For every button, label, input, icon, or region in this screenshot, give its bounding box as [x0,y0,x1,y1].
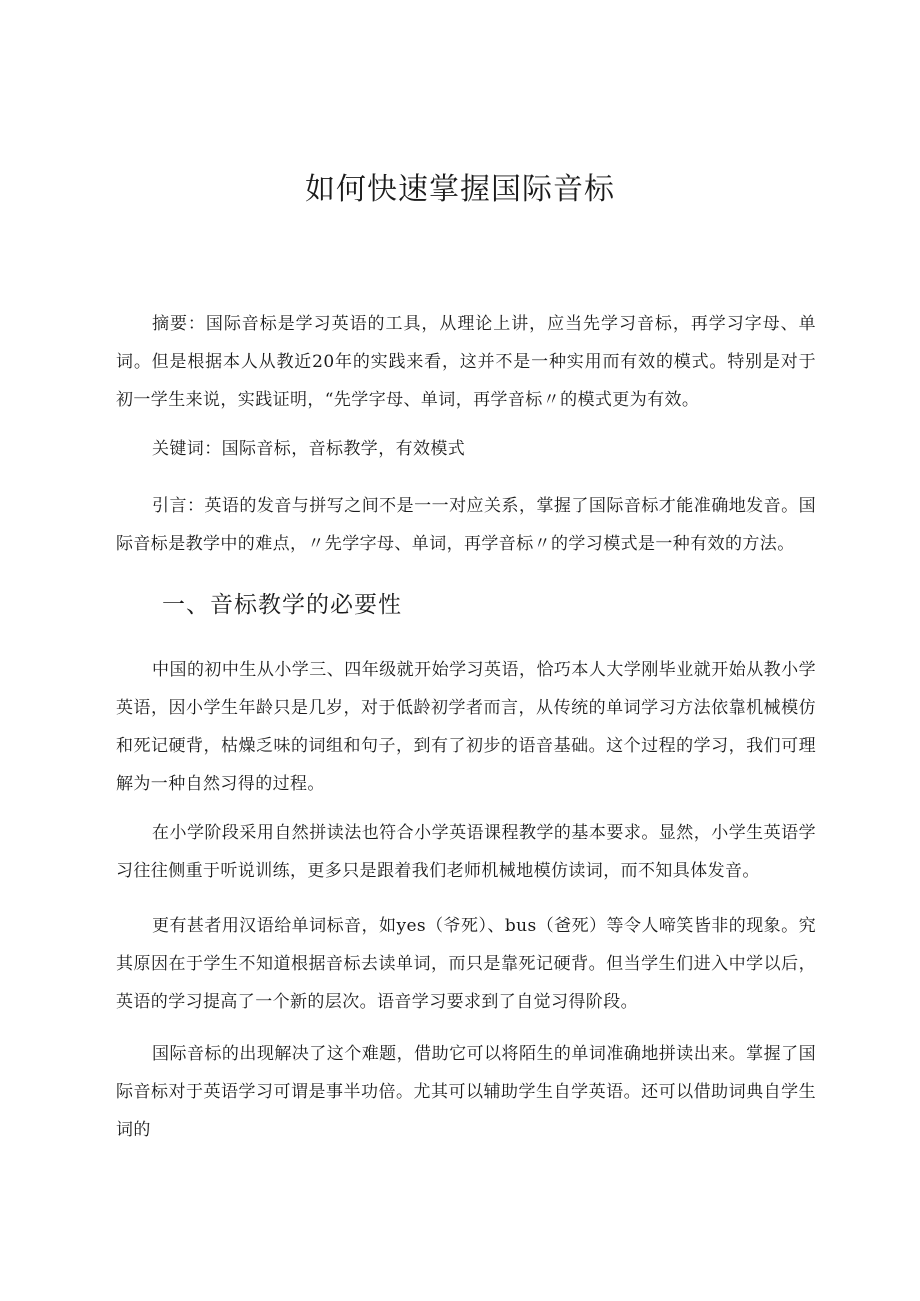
body-paragraph: 中国的初中生从小学三、四年级就开始学习英语，恰巧本人大学刚毕业就开始从教小学英语，因小学生年龄只是几岁，对于低龄初学者而言，从传统的单词学习方法依靠机械模仿和死记硬背，枯燥乏味的词组和句子，到有了初步的语音基础。这个过程的学习，我们可理解为一种自然习得的过程。 [116,660,816,794]
body-paragraph: 在小学阶段采用自然拼读法也符合小学英语课程教学的基本要求。显然，小学生英语学习往往侧重于听说训练，更多只是跟着我们老师机械地模仿读词，而不知具体发音。 [116,823,816,881]
introduction-paragraph: 引言：英语的发音与拼写之间不是一一对应关系，掌握了国际音标才能准确地发音。国际音标是教学中的难点，〃先学字母、单词，再学音标〃的学习模式是一种有效的方法。 [116,496,816,554]
body-paragraph: 国际音标的出现解决了这个难题，借助它可以将陌生的单词准确地拼读出来。掌握了国际音标对于英语学习可谓是事半功倍。尤其可以辅助学生自学英语。还可以借助词典自学生词的 [116,1044,816,1140]
keywords-paragraph: 关键词：国际音标，音标教学，有效模式 [152,439,466,459]
abstract-paragraph: 摘要：国际音标是学习英语的工具，从理论上讲，应当先学习音标，再学习字母、单词。但是根据本人从教近20年的实践来看，这并不是一种实用而有效的模式。特别是对于初一学生来说，实践证明，“先学字母、单词，再学音标〃的模式更为有效。 [116,314,816,410]
body-paragraph: 更有甚者用汉语给单词标音，如yes（爷死）、bus（爸死）等令人啼笑皆非的现象。究其原因在于学生不知道根据音标去读单词，而只是靠死记硬背。但当学生们进入中学以后，英语的学习提高了一个新的层次。语音学习要求到了自觉习得阶段。 [116,916,816,1012]
document-title: 如何快速掌握国际音标 [305,172,615,207]
section-heading: 一、音标教学的必要性 [162,592,402,618]
